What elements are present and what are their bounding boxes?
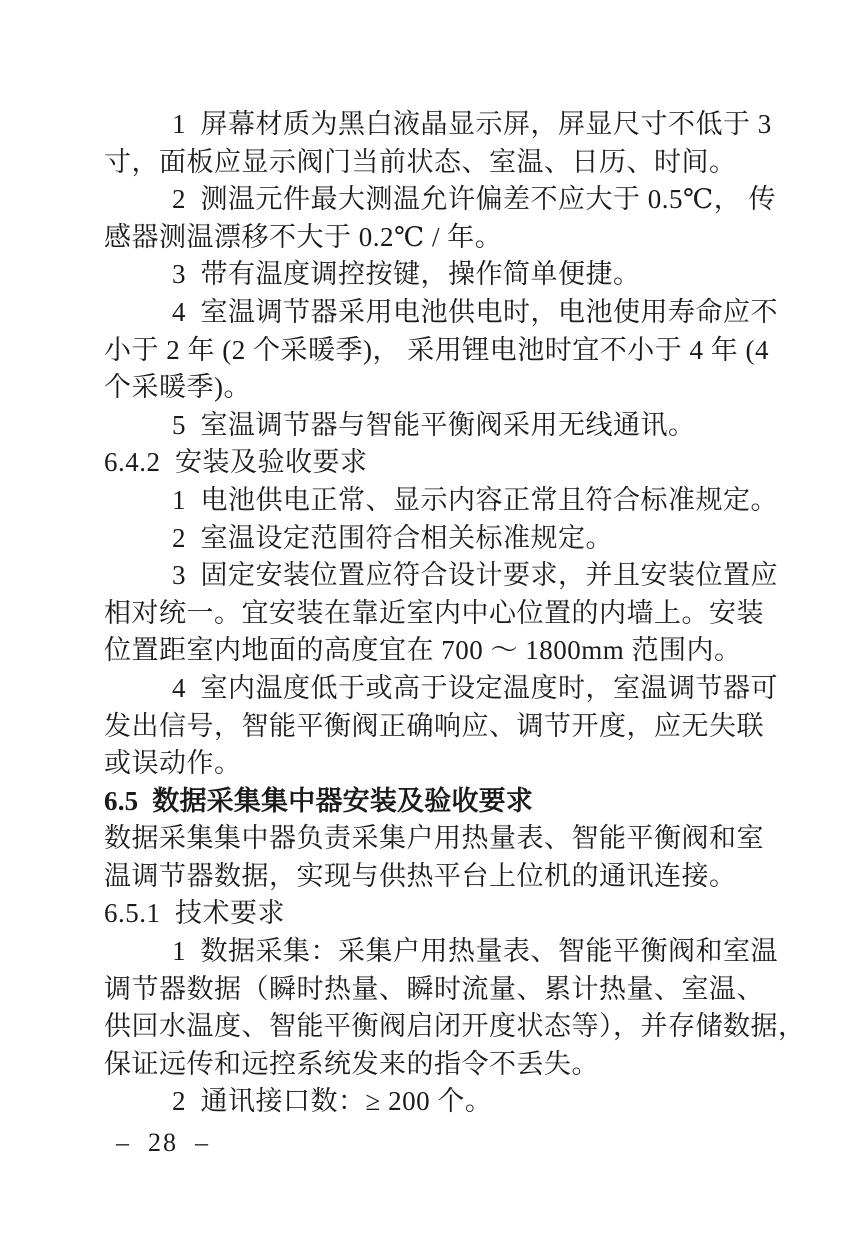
- text-line: 供回水温度、智能平衡阀启闭开度状态等），并存储数据，: [104, 1011, 806, 1042]
- text-line: 小于 2 年 (2 个采暖季)， 采用锂电池时宜不小于 4 年 (4: [104, 334, 769, 365]
- list-item-line: 1 屏幕材质为黑白液晶显示屏，屏显尺寸不低于 3: [172, 109, 772, 139]
- text-line: 寸，面板应显示阀门当前状态、室温、日历、时间。: [104, 146, 737, 177]
- text-line: 发出信号，智能平衡阀正确响应、调节开度，应无失联: [104, 710, 764, 741]
- list-item-line: 4 室温调节器采用电池供电时，电池使用寿命应不: [172, 296, 778, 327]
- section-heading-6-5-1: 6.5.1 技术要求: [104, 898, 285, 929]
- text-line: 调节器数据（瞬时热量、瞬时流量、累计热量、室温、: [104, 973, 764, 1004]
- text-line: 相对统一。宜安装在靠近室内中心位置的内墙上。安装: [104, 597, 764, 628]
- text-line: 数据采集集中器负责采集户用热量表、智能平衡阀和室: [104, 823, 764, 854]
- list-item-line: 2 通讯接口数：≥ 200 个。: [172, 1086, 493, 1117]
- section-heading-6-4-2: 6.4.2 安装及验收要求: [104, 447, 368, 478]
- text-line: 个采暖季)。: [104, 372, 251, 403]
- text-line: 保证远传和远控系统发来的指令不丢失。: [104, 1048, 599, 1079]
- list-item-line: 3 带有温度调控按键，操作简单便捷。: [172, 259, 641, 290]
- list-item-line: 4 室内温度低于或高于设定温度时，室温调节器可: [172, 672, 778, 703]
- list-item-line: 3 固定安装位置应符合设计要求，并且安装位置应: [172, 560, 778, 591]
- list-item-line: 2 测温元件最大测温允许偏差不应大于 0.5℃， 传: [172, 184, 776, 215]
- text-line: 温调节器数据，实现与供热平台上位机的通讯连接。: [104, 860, 737, 891]
- list-item-line: 1 数据采集：采集户用热量表、智能平衡阀和室温: [172, 936, 778, 967]
- list-item-line: 1 电池供电正常、显示内容正常且符合标准规定。: [172, 484, 778, 515]
- list-item-line: 5 室温调节器与智能平衡阀采用无线通讯。: [172, 409, 696, 440]
- document-body: [104, 106, 806, 1121]
- text-line: 或误动作。: [104, 748, 242, 779]
- section-heading-6-5: 6.5 数据采集集中器安装及验收要求: [104, 785, 534, 816]
- text-line: 感器测温漂移不大于 0.2℃ / 年。: [104, 221, 503, 252]
- page-number: – 28 –: [116, 1128, 210, 1157]
- text-line: 位置距室内地面的高度宜在 700 ～ 1800mm 范围内。: [104, 635, 742, 666]
- list-item-line: 2 室温设定范围符合相关标准规定。: [172, 522, 613, 553]
